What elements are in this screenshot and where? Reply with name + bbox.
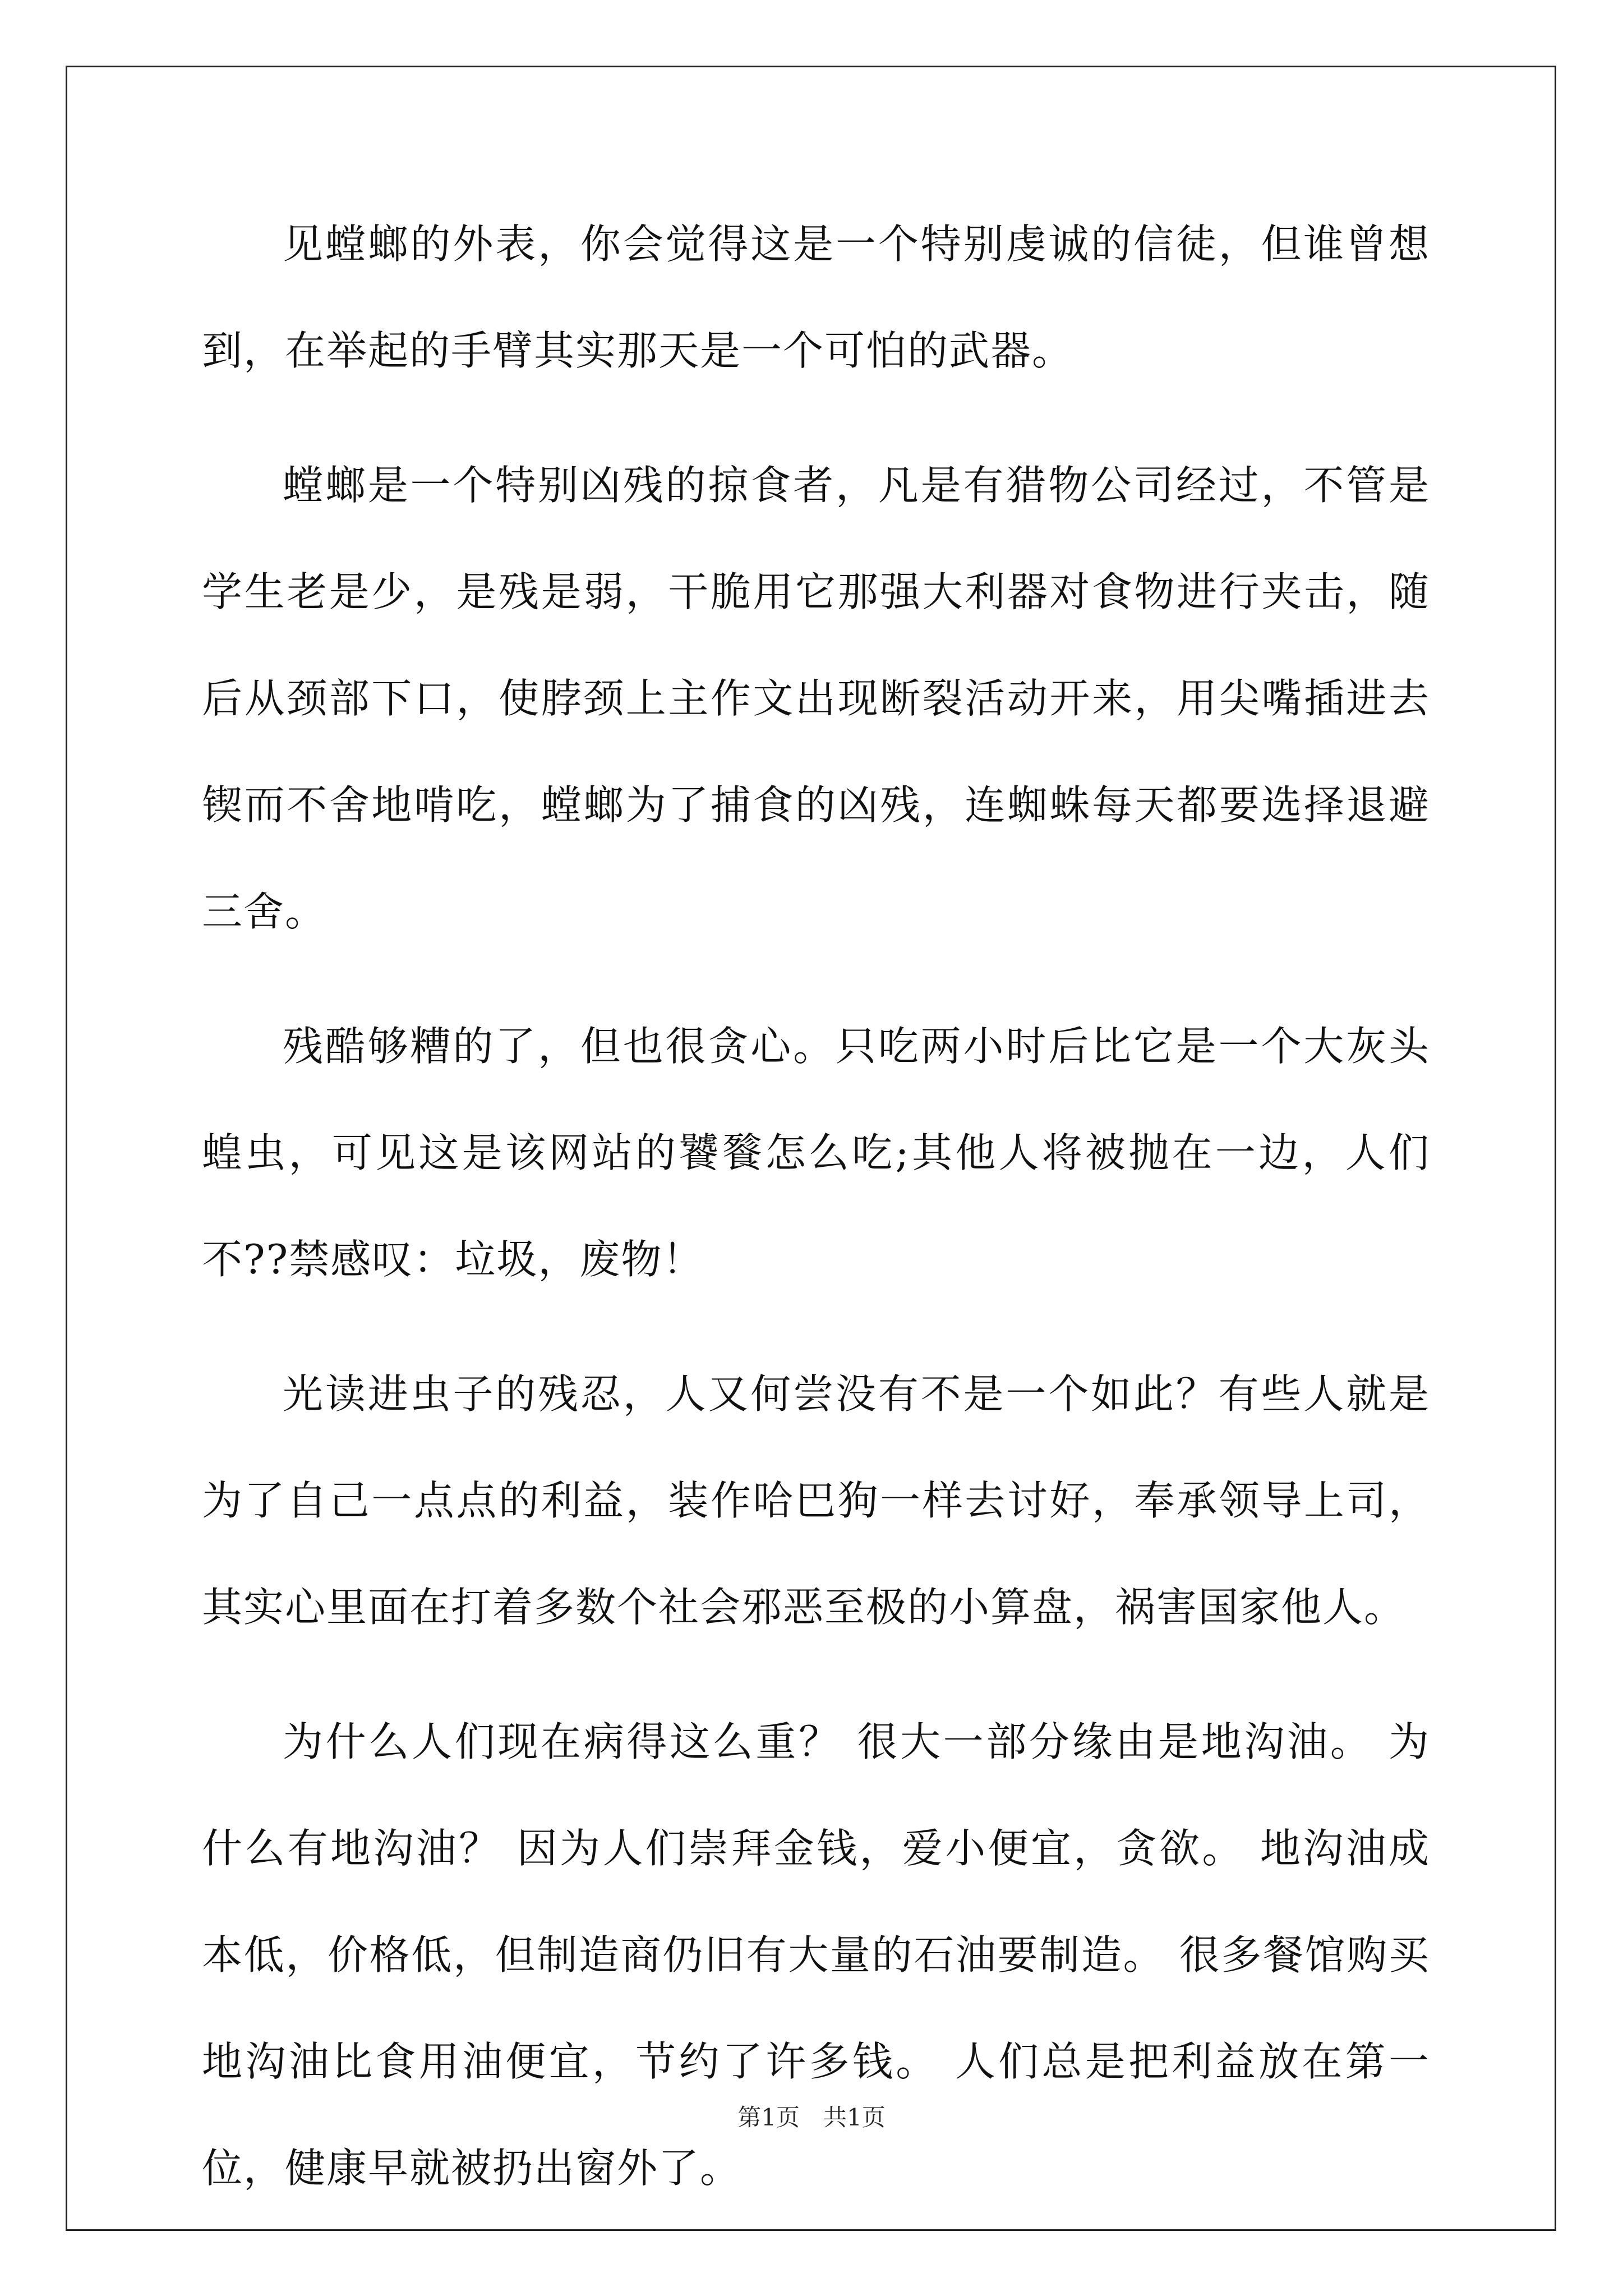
document-body	[202, 191, 1430, 2249]
paragraph-1: 见螳螂的外表，你会觉得这是一个特别虔诚的信徒，但谁曾想到，在举起的手臂其实那天是一个可怕的武器。	[202, 220, 1430, 374]
paragraph-3: 残酷够糟的了，但也很贪心。只吃两小时后比它是一个大灰头蝗虫，可见这是该网站的饕餮怎么吃;其他人将被抛在一边，人们不??禁感叹：垃圾，废物！	[202, 1023, 1430, 1283]
paragraph-4: 光读进虫子的残忍，人又何尝没有不是一个如此？有些人就是为了自己一点点的利益，装作哈巴狗一样去讨好，奉承领导上司，其实心里面在打着多数个社会邪恶至极的小算盘，祸害国家他人。	[202, 1370, 1430, 1631]
paragraph-5: 为什么人们现在病得这么重？ 很大一部分缘由是地沟油。 为什么有地沟油？ 因为人们崇拜金钱，爱小便宜，贪欲。 地沟油成本低，价格低，但制造商仍旧有大量的石油要制造。 很多餐馆购买地沟油比食用油便宜，节约了许多钱。 人们总是把利益放在第一位，健康早就被扔出窗外了。	[202, 1718, 1430, 2192]
page-number-footer: 第1页 共1页	[737, 2104, 886, 2131]
paragraph-2: 螳螂是一个特别凶残的掠食者，凡是有猎物公司经过，不管是学生老是少，是残是弱，干脆用它那强大利器对食物进行夹击，随后从颈部下口，使脖颈上主作文出现断裂活动开来，用尖嘴插进去锲而不舍地啃吃，螳螂为了捕食的凶残，连蜘蛛每天都要选择退避三舍。	[202, 462, 1430, 935]
